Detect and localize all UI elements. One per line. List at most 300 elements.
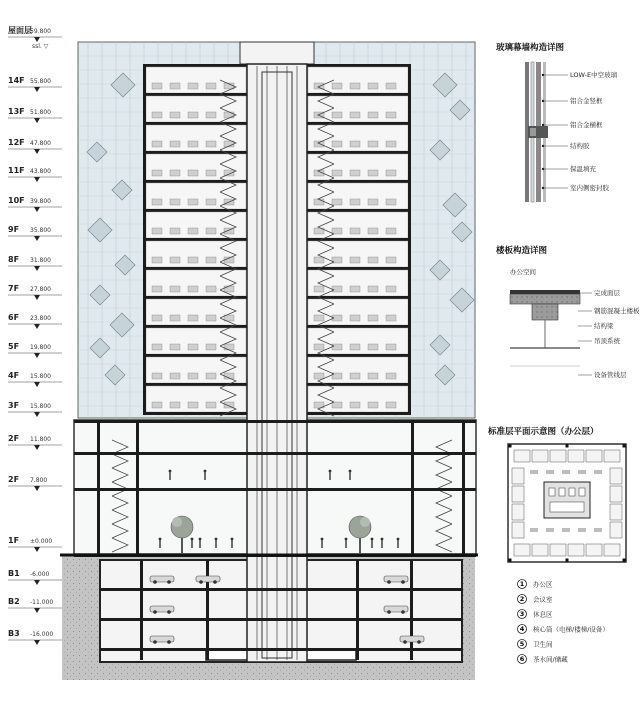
desk xyxy=(350,228,360,234)
level-marker xyxy=(8,284,62,300)
level-marker xyxy=(8,138,62,154)
level-triangle-icon xyxy=(34,207,40,212)
desk xyxy=(224,170,234,176)
slab-detail-label: 结构梁 xyxy=(594,322,614,330)
level-elevation: 51.800 xyxy=(30,109,51,116)
legend-number: 3 xyxy=(519,610,525,619)
level-marker xyxy=(8,342,62,358)
desk xyxy=(386,112,396,118)
desk xyxy=(350,141,360,147)
column xyxy=(136,420,139,554)
floor-slab xyxy=(307,412,411,415)
column xyxy=(408,64,411,414)
level-triangle-icon xyxy=(34,547,40,552)
plan-room xyxy=(550,450,566,462)
slab-detail-label: 钢筋混凝土楼板 xyxy=(594,307,640,315)
slab-detail-label: 设备管线层 xyxy=(594,371,627,379)
plan-legend xyxy=(518,580,609,664)
plan-room xyxy=(586,450,602,462)
desk xyxy=(188,286,198,292)
plan-desk xyxy=(530,470,538,474)
plan-elevator xyxy=(579,488,585,496)
desk xyxy=(206,170,216,176)
level-name: 2F xyxy=(8,475,20,484)
plan-desk xyxy=(578,528,586,532)
floor-slab xyxy=(307,354,411,357)
roof-parapet xyxy=(240,42,314,64)
legend-text: 办公区 xyxy=(533,580,553,589)
desk xyxy=(332,286,342,292)
desk xyxy=(224,286,234,292)
desk xyxy=(350,344,360,350)
level-triangle-icon xyxy=(34,382,40,387)
desk xyxy=(350,286,360,292)
floor-slab xyxy=(307,238,411,241)
plan-room xyxy=(512,468,524,484)
desk xyxy=(206,83,216,89)
floor-slab xyxy=(143,93,247,96)
desk xyxy=(368,199,378,205)
desk xyxy=(152,402,162,408)
desk xyxy=(368,112,378,118)
floor-slab xyxy=(143,209,247,212)
desk xyxy=(314,344,324,350)
car-icon xyxy=(153,580,157,584)
level-name: 14F xyxy=(8,76,25,85)
level-name: 11F xyxy=(8,166,25,175)
column xyxy=(356,560,359,660)
level-triangle-icon xyxy=(34,640,40,645)
curtain-detail-label: 铝合金竖框 xyxy=(570,97,603,105)
desk xyxy=(386,141,396,147)
car-icon xyxy=(401,580,405,584)
plan-room xyxy=(610,504,622,520)
podium-slab xyxy=(74,488,476,491)
desk xyxy=(386,199,396,205)
plan-room xyxy=(586,544,602,556)
desk xyxy=(368,228,378,234)
desk xyxy=(350,257,360,263)
desk xyxy=(386,170,396,176)
column xyxy=(411,420,414,554)
level-elevation: -11.000 xyxy=(30,599,54,606)
level-triangle-icon xyxy=(34,37,40,42)
plan-room xyxy=(610,486,622,502)
desk xyxy=(368,170,378,176)
plan-elevator xyxy=(569,488,575,496)
floor-slab xyxy=(307,267,411,270)
desk xyxy=(332,112,342,118)
column xyxy=(97,420,100,554)
legend-number: 6 xyxy=(519,655,525,664)
plan-room xyxy=(532,450,548,462)
level-triangle-icon xyxy=(34,486,40,491)
level-name: B3 xyxy=(8,629,20,638)
level-name: 7F xyxy=(8,284,20,293)
desk xyxy=(152,112,162,118)
desk xyxy=(368,83,378,89)
legend-item xyxy=(518,610,554,619)
level-elevation: 43.800 xyxy=(30,168,51,175)
desk xyxy=(206,286,216,292)
floor-slab xyxy=(143,180,247,183)
plan-room xyxy=(610,468,622,484)
desk xyxy=(368,373,378,379)
leader-dot xyxy=(542,100,544,102)
desk xyxy=(224,344,234,350)
desk xyxy=(350,402,360,408)
person-icon xyxy=(321,538,324,541)
desk xyxy=(188,373,198,379)
desk xyxy=(170,141,180,147)
level-elevation: 7.800 xyxy=(30,477,48,484)
desk xyxy=(368,315,378,321)
desk xyxy=(350,170,360,176)
plan-room xyxy=(604,544,620,556)
desk xyxy=(350,199,360,205)
legend-text: 休息区 xyxy=(533,610,553,619)
desk xyxy=(332,83,342,89)
floor-slab xyxy=(143,151,247,154)
level-marker xyxy=(8,313,62,329)
column xyxy=(140,560,143,660)
desk xyxy=(152,257,162,263)
floor-slab xyxy=(143,64,247,67)
column xyxy=(462,420,465,554)
desk xyxy=(206,257,216,263)
curtain-detail-label: LOW-E中空玻璃 xyxy=(570,71,618,79)
level-name: 2F xyxy=(8,434,20,443)
desk xyxy=(386,402,396,408)
floor-plan xyxy=(487,426,626,664)
car-icon xyxy=(213,580,217,584)
level-elevation: 15.800 xyxy=(30,373,51,380)
person-icon xyxy=(199,538,202,541)
legend-text: 卫生间 xyxy=(533,640,553,649)
curtain-detail-label: 结构胶 xyxy=(570,142,590,150)
plan-room xyxy=(514,450,530,462)
desk xyxy=(152,228,162,234)
floor-slab xyxy=(143,122,247,125)
level-elevation: 31.800 xyxy=(30,257,51,264)
level-name: 5F xyxy=(8,342,20,351)
legend-text: 会议室 xyxy=(533,595,553,604)
desk xyxy=(188,344,198,350)
leader-dot xyxy=(542,124,544,126)
level-elevation: 23.800 xyxy=(30,315,51,322)
column xyxy=(143,64,146,414)
desk xyxy=(350,83,360,89)
person-icon xyxy=(345,538,348,541)
level-marker xyxy=(8,107,62,123)
level-elevation: -6.000 xyxy=(30,571,50,578)
plan-column xyxy=(509,559,512,562)
person-icon xyxy=(397,538,400,541)
curtain-wall-detail xyxy=(496,42,618,202)
plan-desk xyxy=(530,528,538,532)
desk xyxy=(170,344,180,350)
plan-desk xyxy=(594,528,602,532)
desk xyxy=(188,199,198,205)
person-icon xyxy=(381,538,384,541)
level-elevation: 47.800 xyxy=(30,140,51,147)
basement-slab xyxy=(100,648,462,651)
legend-text: 核心筒（电梯/楼梯/设备） xyxy=(533,625,609,634)
desk xyxy=(332,141,342,147)
legend-item xyxy=(518,580,554,589)
desk xyxy=(386,286,396,292)
person-icon xyxy=(371,538,374,541)
floor-slab xyxy=(307,93,411,96)
level-triangle-icon xyxy=(34,353,40,358)
desk xyxy=(170,402,180,408)
car-icon xyxy=(167,610,171,614)
level-triangle-icon xyxy=(34,608,40,613)
desk xyxy=(206,199,216,205)
level-marker xyxy=(8,76,62,92)
desk xyxy=(332,170,342,176)
level-elevation: 15.800 xyxy=(30,403,51,410)
podium-slab xyxy=(74,420,476,423)
car-icon xyxy=(401,610,405,614)
curtain-detail-label: 室内侧密封胶 xyxy=(570,184,609,192)
plan-room xyxy=(568,450,584,462)
desk xyxy=(206,141,216,147)
desk xyxy=(368,402,378,408)
desk xyxy=(188,141,198,147)
floor-slab xyxy=(307,325,411,328)
level-elevation: -16.000 xyxy=(30,631,54,638)
floor-slab xyxy=(143,412,247,415)
leader-dot xyxy=(542,74,544,76)
level-triangle-icon xyxy=(34,177,40,182)
person-icon xyxy=(349,470,352,473)
level-triangle-icon xyxy=(34,149,40,154)
plan-room xyxy=(512,504,524,520)
car-icon xyxy=(167,640,171,644)
level-triangle-icon xyxy=(34,236,40,241)
legend-number: 1 xyxy=(519,580,525,589)
level-marker xyxy=(8,629,62,645)
desk xyxy=(224,112,234,118)
desk xyxy=(170,170,180,176)
legend-item xyxy=(518,595,554,604)
floor-slab xyxy=(307,209,411,212)
slab-detail-label: 完成面层 xyxy=(594,289,620,297)
level-name: 3F xyxy=(8,401,20,410)
floor-slab xyxy=(307,383,411,386)
floor-slab xyxy=(143,238,247,241)
desk xyxy=(386,257,396,263)
person-icon xyxy=(191,538,194,541)
desk xyxy=(368,141,378,147)
level-name: 13F xyxy=(8,107,25,116)
leader-dot xyxy=(542,187,544,189)
plan-room xyxy=(550,544,566,556)
level-marker xyxy=(8,434,62,450)
desk xyxy=(314,373,324,379)
desk xyxy=(170,199,180,205)
level-triangle-icon xyxy=(34,580,40,585)
desk xyxy=(314,315,324,321)
desk xyxy=(152,199,162,205)
plan-room xyxy=(512,522,524,538)
plan-column xyxy=(623,445,626,448)
desk xyxy=(206,402,216,408)
plan-elevator xyxy=(549,488,555,496)
level-marker xyxy=(8,255,62,271)
leader-dot xyxy=(542,145,544,147)
floor-slab xyxy=(143,267,247,270)
car-icon xyxy=(417,640,421,644)
desk xyxy=(206,344,216,350)
level-name: B2 xyxy=(8,597,20,606)
floor-slab xyxy=(143,354,247,357)
level-name: 10F xyxy=(8,196,25,205)
desk xyxy=(170,112,180,118)
floor-slab xyxy=(307,296,411,299)
plan-column xyxy=(566,559,569,562)
plan-desk xyxy=(578,470,586,474)
floor-slab xyxy=(143,325,247,328)
level-marker xyxy=(8,196,62,212)
person-icon xyxy=(159,538,162,541)
plan-column xyxy=(509,445,512,448)
plan-desk xyxy=(562,528,570,532)
slab-detail-space: 办公空间 xyxy=(510,268,536,276)
desk xyxy=(314,199,324,205)
legend-number: 4 xyxy=(519,625,525,634)
plan-title: 标准层平面示意图（办公层） xyxy=(488,427,599,437)
level-name: 12F xyxy=(8,138,25,147)
desk xyxy=(152,170,162,176)
desk xyxy=(170,286,180,292)
desk xyxy=(152,344,162,350)
desk xyxy=(368,344,378,350)
curtain-detail-title: 玻璃幕墙构造详图 xyxy=(496,43,565,53)
level-triangle-icon xyxy=(34,324,40,329)
curtain-detail-label: 铝合金横框 xyxy=(570,121,603,129)
car-icon xyxy=(153,610,157,614)
plan-room xyxy=(568,544,584,556)
plan-desk xyxy=(546,528,554,532)
car-icon xyxy=(403,640,407,644)
desk xyxy=(350,112,360,118)
level-extra: ssl. ▽ xyxy=(32,43,49,50)
desk xyxy=(206,112,216,118)
desk xyxy=(314,286,324,292)
level-marker xyxy=(8,25,62,50)
plan-desk xyxy=(562,470,570,474)
floor-slab xyxy=(143,383,247,386)
desk xyxy=(368,286,378,292)
car-icon xyxy=(387,580,391,584)
level-name: 4F xyxy=(8,371,20,380)
level-triangle-icon xyxy=(34,266,40,271)
desk xyxy=(206,315,216,321)
plan-elevator xyxy=(559,488,565,496)
person-icon xyxy=(215,538,218,541)
desk xyxy=(386,228,396,234)
level-elevation: 39.800 xyxy=(30,198,51,205)
column xyxy=(410,560,413,660)
floor-slab xyxy=(307,122,411,125)
floor-slab xyxy=(143,296,247,299)
podium-slab xyxy=(74,452,476,455)
level-elevation: 59.800 xyxy=(30,28,51,35)
floor-slab xyxy=(307,180,411,183)
desk xyxy=(188,112,198,118)
level-name: 9F xyxy=(8,225,20,234)
desk xyxy=(314,83,324,89)
desk xyxy=(188,402,198,408)
desk xyxy=(332,199,342,205)
level-elevation: ±0.000 xyxy=(30,538,53,545)
desk xyxy=(170,228,180,234)
desk xyxy=(368,257,378,263)
legend-item xyxy=(518,640,554,649)
desk xyxy=(188,315,198,321)
basement-slab xyxy=(100,618,462,621)
level-marker xyxy=(8,371,62,387)
level-elevation: 27.800 xyxy=(30,286,51,293)
plan-stair xyxy=(550,502,584,512)
desk xyxy=(332,344,342,350)
desk xyxy=(188,83,198,89)
car-icon xyxy=(167,580,171,584)
level-elevation: 55.800 xyxy=(30,78,51,85)
desk xyxy=(206,228,216,234)
level-triangle-icon xyxy=(34,118,40,123)
plan-room xyxy=(512,486,524,502)
plan-core xyxy=(544,482,590,518)
legend-item xyxy=(518,655,569,664)
desk xyxy=(152,315,162,321)
desk xyxy=(152,141,162,147)
desk xyxy=(350,373,360,379)
desk xyxy=(350,315,360,321)
legend-number: 5 xyxy=(519,640,525,649)
level-triangle-icon xyxy=(34,445,40,450)
level-marker xyxy=(8,597,62,613)
level-marker xyxy=(8,166,62,182)
desk xyxy=(170,373,180,379)
car-icon xyxy=(387,610,391,614)
desk xyxy=(188,170,198,176)
car-icon xyxy=(199,580,203,584)
floor-slab xyxy=(307,151,411,154)
desk xyxy=(314,257,324,263)
level-name: 屋面层 xyxy=(8,26,32,35)
level-elevation: 19.800 xyxy=(30,344,51,351)
basement-slab xyxy=(100,588,462,591)
person-icon xyxy=(204,470,207,473)
desk xyxy=(152,83,162,89)
plan-desk xyxy=(594,470,602,474)
slab-detail-title: 楼板构造详图 xyxy=(496,246,548,256)
level-elevation: 11.800 xyxy=(30,436,51,443)
level-name: 1F xyxy=(8,536,20,545)
floor-slab xyxy=(307,64,411,67)
desk xyxy=(386,344,396,350)
level-elevation: 35.800 xyxy=(30,227,51,234)
desk xyxy=(314,141,324,147)
building-section xyxy=(60,42,478,680)
desk xyxy=(206,373,216,379)
person-icon xyxy=(329,470,332,473)
desk xyxy=(188,257,198,263)
desk xyxy=(332,228,342,234)
